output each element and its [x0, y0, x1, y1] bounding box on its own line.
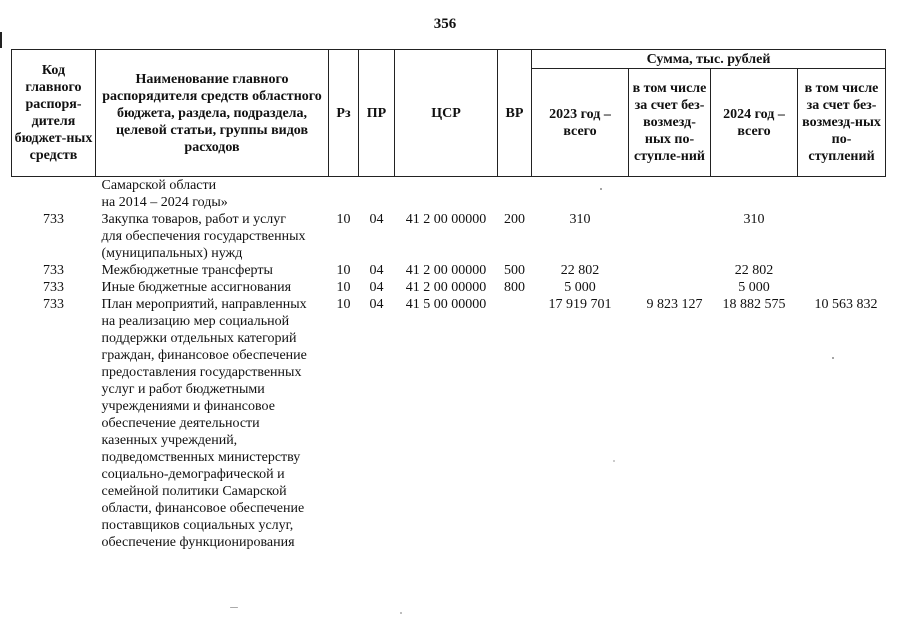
row-pr-cell: 04 [369, 280, 384, 295]
table-row [12, 279, 886, 296]
header-name: Наименование главного распорядителя средств областного бюджета, раздела, подраздела, целевой статьи, группы видов расходов [96, 50, 329, 177]
row-name-line: услуг и работ бюджетными [101, 382, 265, 397]
row-name-line: семейной политики Самарской [101, 484, 287, 499]
row-name-line: обеспечение деятельности [101, 416, 260, 431]
header-vr: ВР [498, 50, 532, 177]
header-2023-total: 2023 год – всего [532, 69, 629, 177]
row-name-line: поставщиков социальных услуг, [101, 518, 294, 533]
row-name-cell [96, 262, 329, 279]
row-y2023-total-cell: 5 000 [564, 280, 596, 295]
row-name-line: учреждениями и финансовое [101, 399, 275, 414]
scan-speck [600, 188, 602, 190]
table-body [12, 177, 886, 552]
row-y2023-total-cell: 310 [569, 212, 591, 227]
left-border-line [0, 32, 2, 48]
row-pr-cell [359, 177, 395, 212]
row-rz-cell: 10 [336, 280, 351, 295]
row-code-cell: 733 [43, 212, 64, 227]
row-name-line: обеспечение функционирования [101, 535, 295, 550]
table-row [12, 296, 886, 551]
page-number: 356 [433, 16, 457, 32]
row-name-line: поддержки отдельных категорий [101, 331, 297, 346]
header-rz: Рз [329, 50, 359, 177]
row-name-line: граждан, финансовое обеспечение [101, 348, 307, 363]
row-code-cell: 733 [43, 280, 64, 295]
row-name-line: области, финансовое обеспечение [101, 501, 305, 516]
table-row [12, 262, 886, 279]
row-y2023-free-cell [629, 262, 711, 279]
row-csr-cell [395, 177, 498, 212]
header-2023-free: в том числе за счет без-возмезд-ных по-ступле-ний [629, 69, 711, 177]
row-name-line: План мероприятий, направленных [101, 297, 307, 312]
row-y2023-total-cell: 22 802 [560, 263, 600, 278]
row-name-line: на 2014 – 2024 годы» [101, 195, 228, 210]
row-name-line: Закупка товаров, работ и услуг [101, 212, 287, 227]
row-y2024-total-cell [711, 177, 798, 212]
row-csr-cell: 41 2 00 00000 [405, 263, 487, 278]
row-name-line: для обеспечения государственных [101, 229, 306, 244]
row-rz-cell: 10 [336, 297, 351, 312]
row-name-line: на реализацию мер социальной [101, 314, 290, 329]
row-name-cell [96, 211, 329, 262]
row-vr-cell: 800 [504, 280, 525, 295]
row-vr-cell [498, 177, 532, 212]
header-pr: ПР [359, 50, 395, 177]
row-y2023-free-cell: 9 823 127 [646, 297, 703, 312]
row-rz-cell [329, 177, 359, 212]
row-code-cell: 733 [43, 297, 64, 312]
row-y2023-free-cell [629, 279, 711, 296]
row-y2024-free-cell [798, 279, 886, 296]
table-header [12, 50, 886, 177]
row-name-line: социально-демографической и [101, 467, 285, 482]
row-y2024-total-cell: 18 882 575 [722, 297, 786, 312]
row-code-cell [12, 177, 96, 212]
row-code-cell: 733 [43, 263, 64, 278]
header-2024-free: в том числе за счет без-возмезд-ных по-ступлений [798, 69, 886, 177]
row-name-cell [96, 296, 329, 551]
row-csr-cell: 41 2 00 00000 [405, 212, 487, 227]
row-csr-cell: 41 2 00 00000 [405, 280, 487, 295]
row-y2024-total-cell: 5 000 [738, 280, 770, 295]
row-pr-cell: 04 [369, 297, 384, 312]
row-name-line: Самарской области [101, 178, 217, 193]
table-row [12, 177, 886, 212]
row-y2024-total-cell: 22 802 [734, 263, 774, 278]
row-name-line: (муниципальных) нужд [101, 246, 243, 261]
row-y2024-free-cell: 10 563 832 [814, 297, 878, 312]
row-y2024-free-cell [798, 262, 886, 279]
row-vr-cell: 200 [504, 212, 525, 227]
scan-speck [832, 357, 834, 359]
row-y2023-total-cell [532, 177, 629, 212]
table-row [12, 211, 886, 262]
budget-table [11, 49, 886, 551]
scan-speck [230, 607, 238, 608]
row-y2024-free-cell [798, 177, 886, 212]
row-name-line: Иные бюджетные ассигнования [101, 280, 292, 295]
row-name-line: предоставления государственных [101, 365, 302, 380]
header-code: Код главного распоря-дителя бюджет-ных средств [12, 50, 96, 177]
row-name-line: казенных учреждений, [101, 433, 238, 448]
header-csr: ЦСР [395, 50, 498, 177]
row-y2024-total-cell: 310 [743, 212, 765, 227]
header-2024-total: 2024 год – всего [711, 69, 798, 177]
header-sum: Сумма, тыс. рублей [532, 50, 886, 69]
row-name-cell [96, 279, 329, 296]
row-y2023-free-cell [629, 177, 711, 212]
row-name-cell [96, 177, 329, 212]
row-vr-cell: 500 [504, 263, 525, 278]
scan-speck [613, 460, 615, 462]
row-rz-cell: 10 [336, 263, 351, 278]
row-y2024-free-cell [798, 211, 886, 262]
row-csr-cell: 41 5 00 00000 [405, 297, 487, 312]
row-rz-cell: 10 [336, 212, 351, 227]
row-pr-cell: 04 [369, 212, 384, 227]
row-name-line: Межбюджетные трансферты [101, 263, 273, 278]
row-vr-cell [498, 296, 532, 551]
row-y2023-total-cell: 17 919 701 [548, 297, 612, 312]
scan-speck [400, 612, 402, 614]
row-y2023-free-cell [629, 211, 711, 262]
row-name-line: подведомственных министерству [101, 450, 301, 465]
row-pr-cell: 04 [369, 263, 384, 278]
